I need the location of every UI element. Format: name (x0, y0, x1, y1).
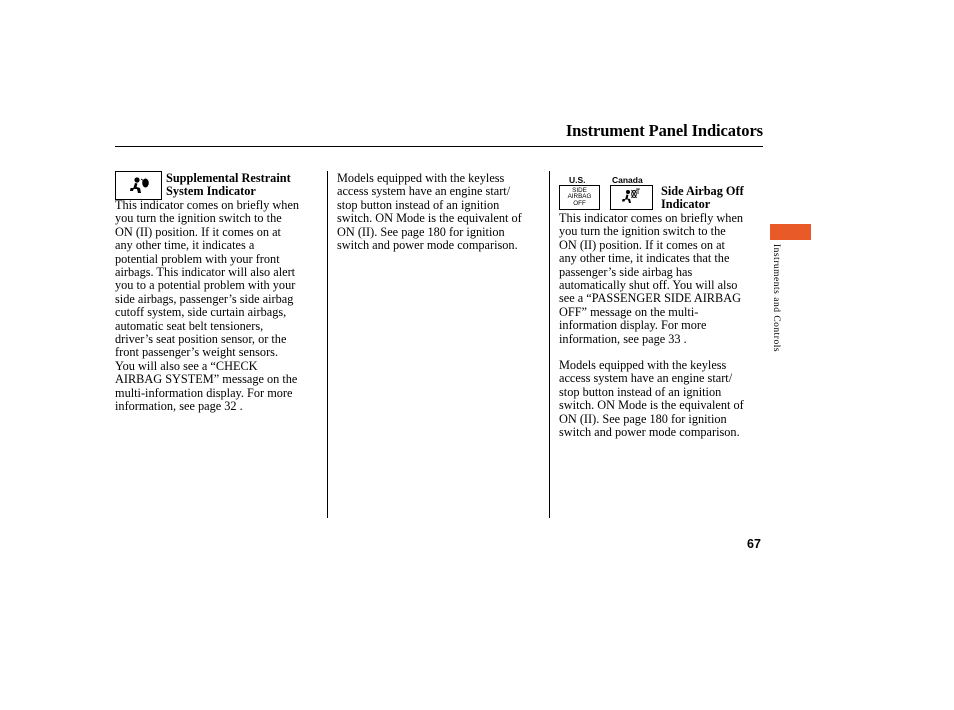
side-airbag-off-heading: Side Airbag Off Indicator (661, 184, 744, 212)
column-divider-1 (327, 171, 328, 518)
keyless-note-col2: Models equipped with the keyless access system have an engine start/ stop button instead of an ignition switch. ON Mode is the equivalent of ON (II). See page 180 for ignition switch and power mode comparison. (337, 171, 522, 253)
keyless-note-col3: Models equipped with the keyless access system have an engine start/ stop button instead of an ignition switch. ON Mode is the equivalent of ON (II). See page 180 for ignition switch and power mode comparison. (559, 358, 744, 440)
section-tab-label: Instruments and Controls (771, 244, 781, 353)
canada-label: Canada (612, 175, 643, 185)
page-title: Instrument Panel Indicators (565, 121, 763, 140)
section-tab (770, 224, 811, 240)
side-airbag-off-description: This indicator comes on briefly when you turn the ignition switch to the ON (II) position. If it comes on at any other time, it indicates that the passenger’s side airbag has automatically shut off. You will also see a “PASSENGER SIDE AIRBAG OFF” message on the multi- information display. For more information, see page 33 . (559, 211, 744, 346)
srs-heading: Supplemental Restraint System Indicator (166, 171, 291, 199)
us-label: U.S. (569, 175, 586, 185)
srs-description: This indicator comes on briefly when you turn the ignition switch to the ON (II) position. If it comes on at any other time, it indicates a potential problem with your front airbags. This indicator will also alert you to a potential problem with your side airbags, passenger’s side airbag cutoff system, side curtain airbags, automatic seat belt tensioners, driver’s seat position sensor, or the front passenger’s weight sensors. You will also see a “CHECK AIRBAG SYSTEM” message on the multi-information display. For more information, see page 32 . (115, 198, 300, 414)
header-rule (115, 146, 763, 147)
page-number: 67 (747, 537, 761, 551)
srs-indicator-icon (115, 171, 162, 200)
side-airbag-off-canada-icon (610, 185, 653, 210)
side-airbag-off-us-icon: SIDE AIRBAG OFF (559, 185, 600, 210)
column-divider-2 (549, 171, 550, 518)
